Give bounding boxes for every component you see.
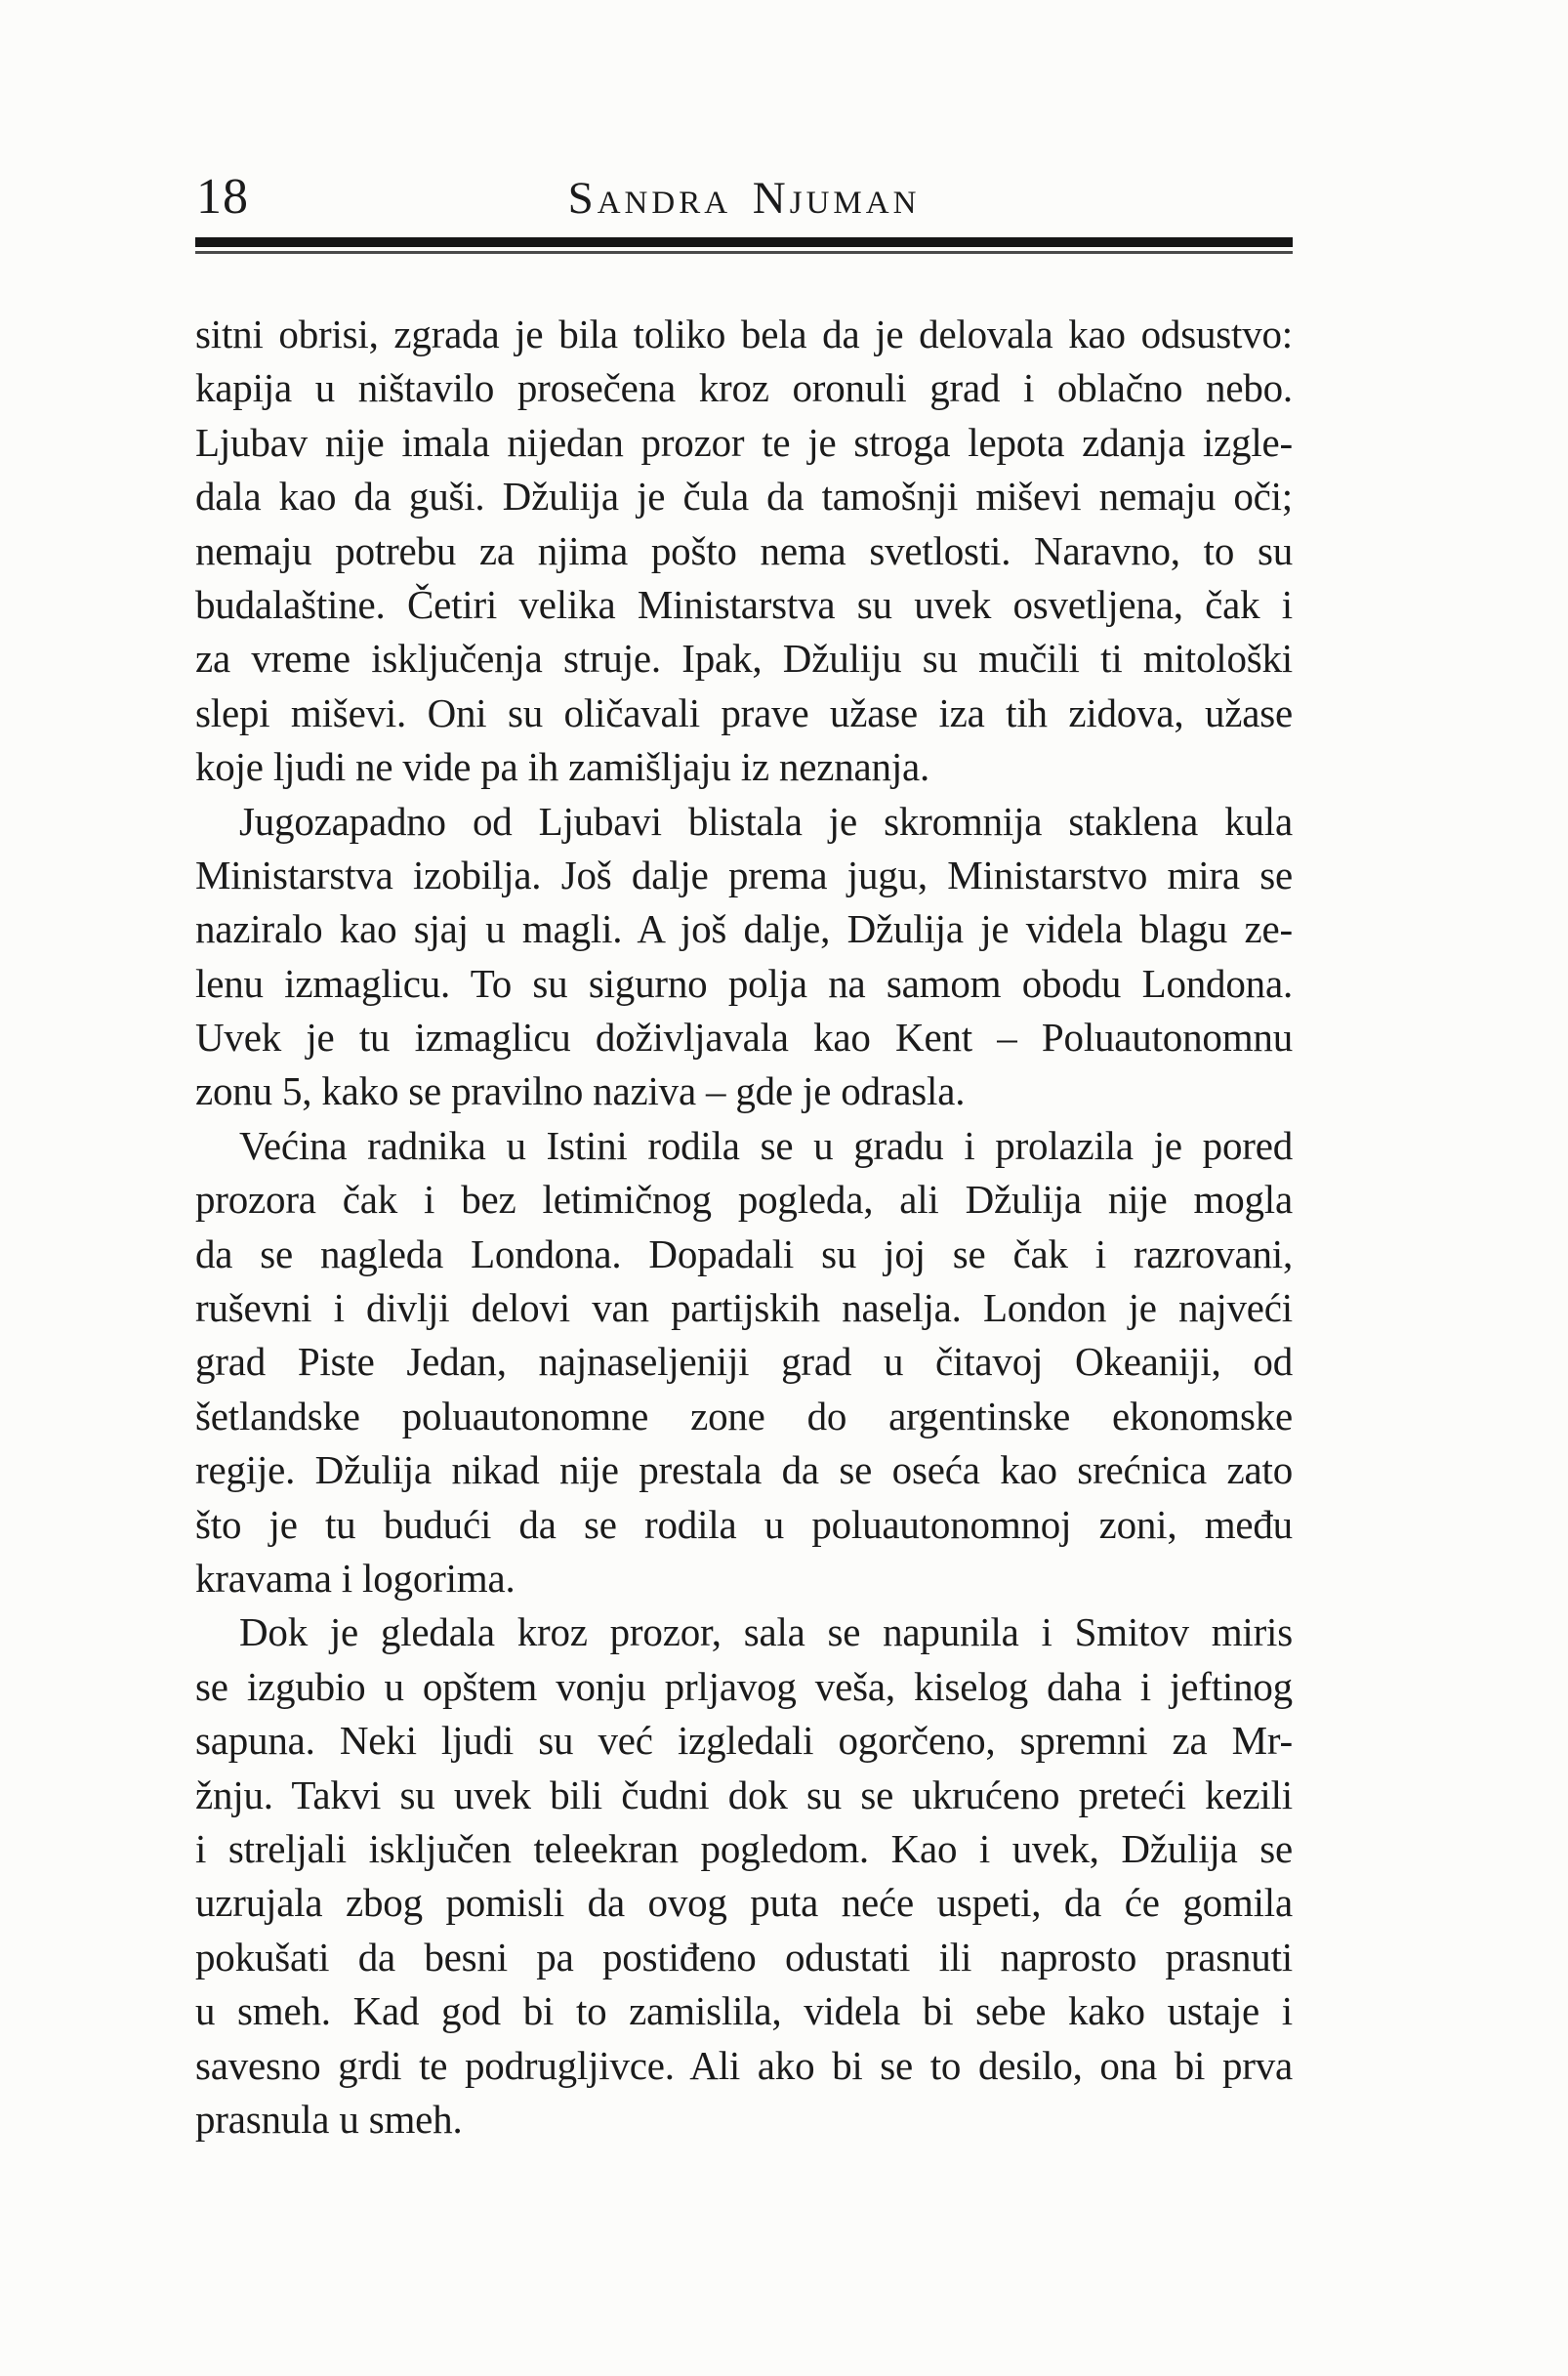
text-line: naziralo kao sjaj u magli. A još dalje, Džulija je videla blagu ze- [195, 906, 1293, 952]
text-line: regije. Džulija nikad nije prestala da se oseća kao srećnica zato [195, 1447, 1293, 1493]
text-line: ruševni i divlji delovi van partijskih naselja. London je najveći [195, 1285, 1293, 1331]
text-line: koje ljudi ne vide pa ih zamišljaju iz neznanja. [195, 744, 930, 790]
text-line: slepi miševi. Oni su oličavali prave užase iza tih zidova, užase [195, 689, 1293, 735]
text-line: prasnula u smeh. [195, 2096, 463, 2142]
header-rule-thick [195, 237, 1293, 247]
paragraph [195, 308, 1293, 795]
text-line: dala kao da guši. Džulija je čula da tamošnji miševi nemaju oči; [195, 474, 1293, 520]
text-line: zonu 5, kako se pravilno naziva – gde je odrasla. [195, 1068, 966, 1114]
text-line: Uvek je tu izmaglicu doživljavala kao Kent – Poluautonomnu [195, 1015, 1293, 1061]
text-line: Jugozapadno od Ljubavi blistala je skromnija staklena kula [239, 798, 1293, 844]
text-line: savesno grdi te podrugljivce. Ali ako bi se to desilo, ona bi prva [195, 2042, 1293, 2088]
text-line: uzrujala zbog pomisli da ovog puta neće uspeti, da će gomila [195, 1880, 1293, 1926]
text-line: lenu izmaglicu. To su sigurno polja na samom obodu Londona. [195, 960, 1293, 1006]
text-line: nemaju potrebu za njima pošto nema svetlosti. Naravno, to su [195, 527, 1293, 573]
page-number: 18 [196, 169, 249, 225]
text-line: pokušati da besni pa postiđeno odustati ili naprosto prasnuti [195, 1934, 1293, 1980]
text-line: sitni obrisi, zgrada je bila toliko bela da je delovala kao odsustvo: [195, 312, 1293, 356]
body-text [195, 308, 1293, 2147]
text-line: budalaštine. Četiri velika Ministarstva su uvek osvetljena, čak i [195, 581, 1293, 627]
text-line: se izgubio u opštem vonju prljavog veša, kiselog daha i jeftinog [195, 1663, 1293, 1709]
paragraph [195, 795, 1293, 1119]
paragraph [195, 1605, 1293, 2147]
text-line: što je tu budući da se rodila u poluautonomnoj zoni, među [195, 1501, 1293, 1547]
text-line: Ministarstva izobilja. Još dalje prema jugu, Ministarstvo mira se [195, 852, 1293, 897]
text-line: žnju. Takvi su uvek bili čudni dok su se ukrućeno preteći kezili [195, 1772, 1293, 1817]
text-line: kravama i logorima. [195, 1555, 516, 1601]
text-line: šetlandske poluautonomne zone do argentinske ekonomske [195, 1393, 1293, 1438]
header-rule-thin [195, 251, 1293, 254]
text-line: prozora čak i bez letimičnog pogleda, ali Džulija nije mogla [195, 1177, 1293, 1223]
text-line: za vreme isključenja struje. Ipak, Džuliju su mučili ti mitološki [195, 636, 1293, 682]
text-line: i streljali isključen teleekran pogledom. Kao i uvek, Džulija se [195, 1825, 1293, 1871]
paragraph [195, 1119, 1293, 1606]
text-line: Ljubav nije imala nijedan prozor te je stroga lepota zdanja izgle- [195, 419, 1293, 465]
text-line: u smeh. Kad god bi to zamislila, videla bi sebe kako ustaje i [195, 1988, 1293, 2034]
text-line: da se nagleda Londona. Dopadali su joj se čak i razrovani, [195, 1230, 1293, 1276]
text-line: sapuna. Neki ljudi su već izgledali ogorčeno, spremni za Mr- [195, 1718, 1293, 1764]
text-line: Dok je gledala kroz prozor, sala se napunila i Smitov miris [239, 1609, 1293, 1655]
text-line: Većina radnika u Istini rodila se u gradu i prolazila je pored [239, 1122, 1293, 1168]
text-line: kapija u ništavilo prosečena kroz oronuli grad i oblačno nebo. [195, 365, 1293, 411]
running-head-title: Sandra Njuman [567, 173, 921, 224]
text-line: grad Piste Jedan, najnaseljeniji grad u čitavoj Okeaniji, od [195, 1339, 1293, 1385]
